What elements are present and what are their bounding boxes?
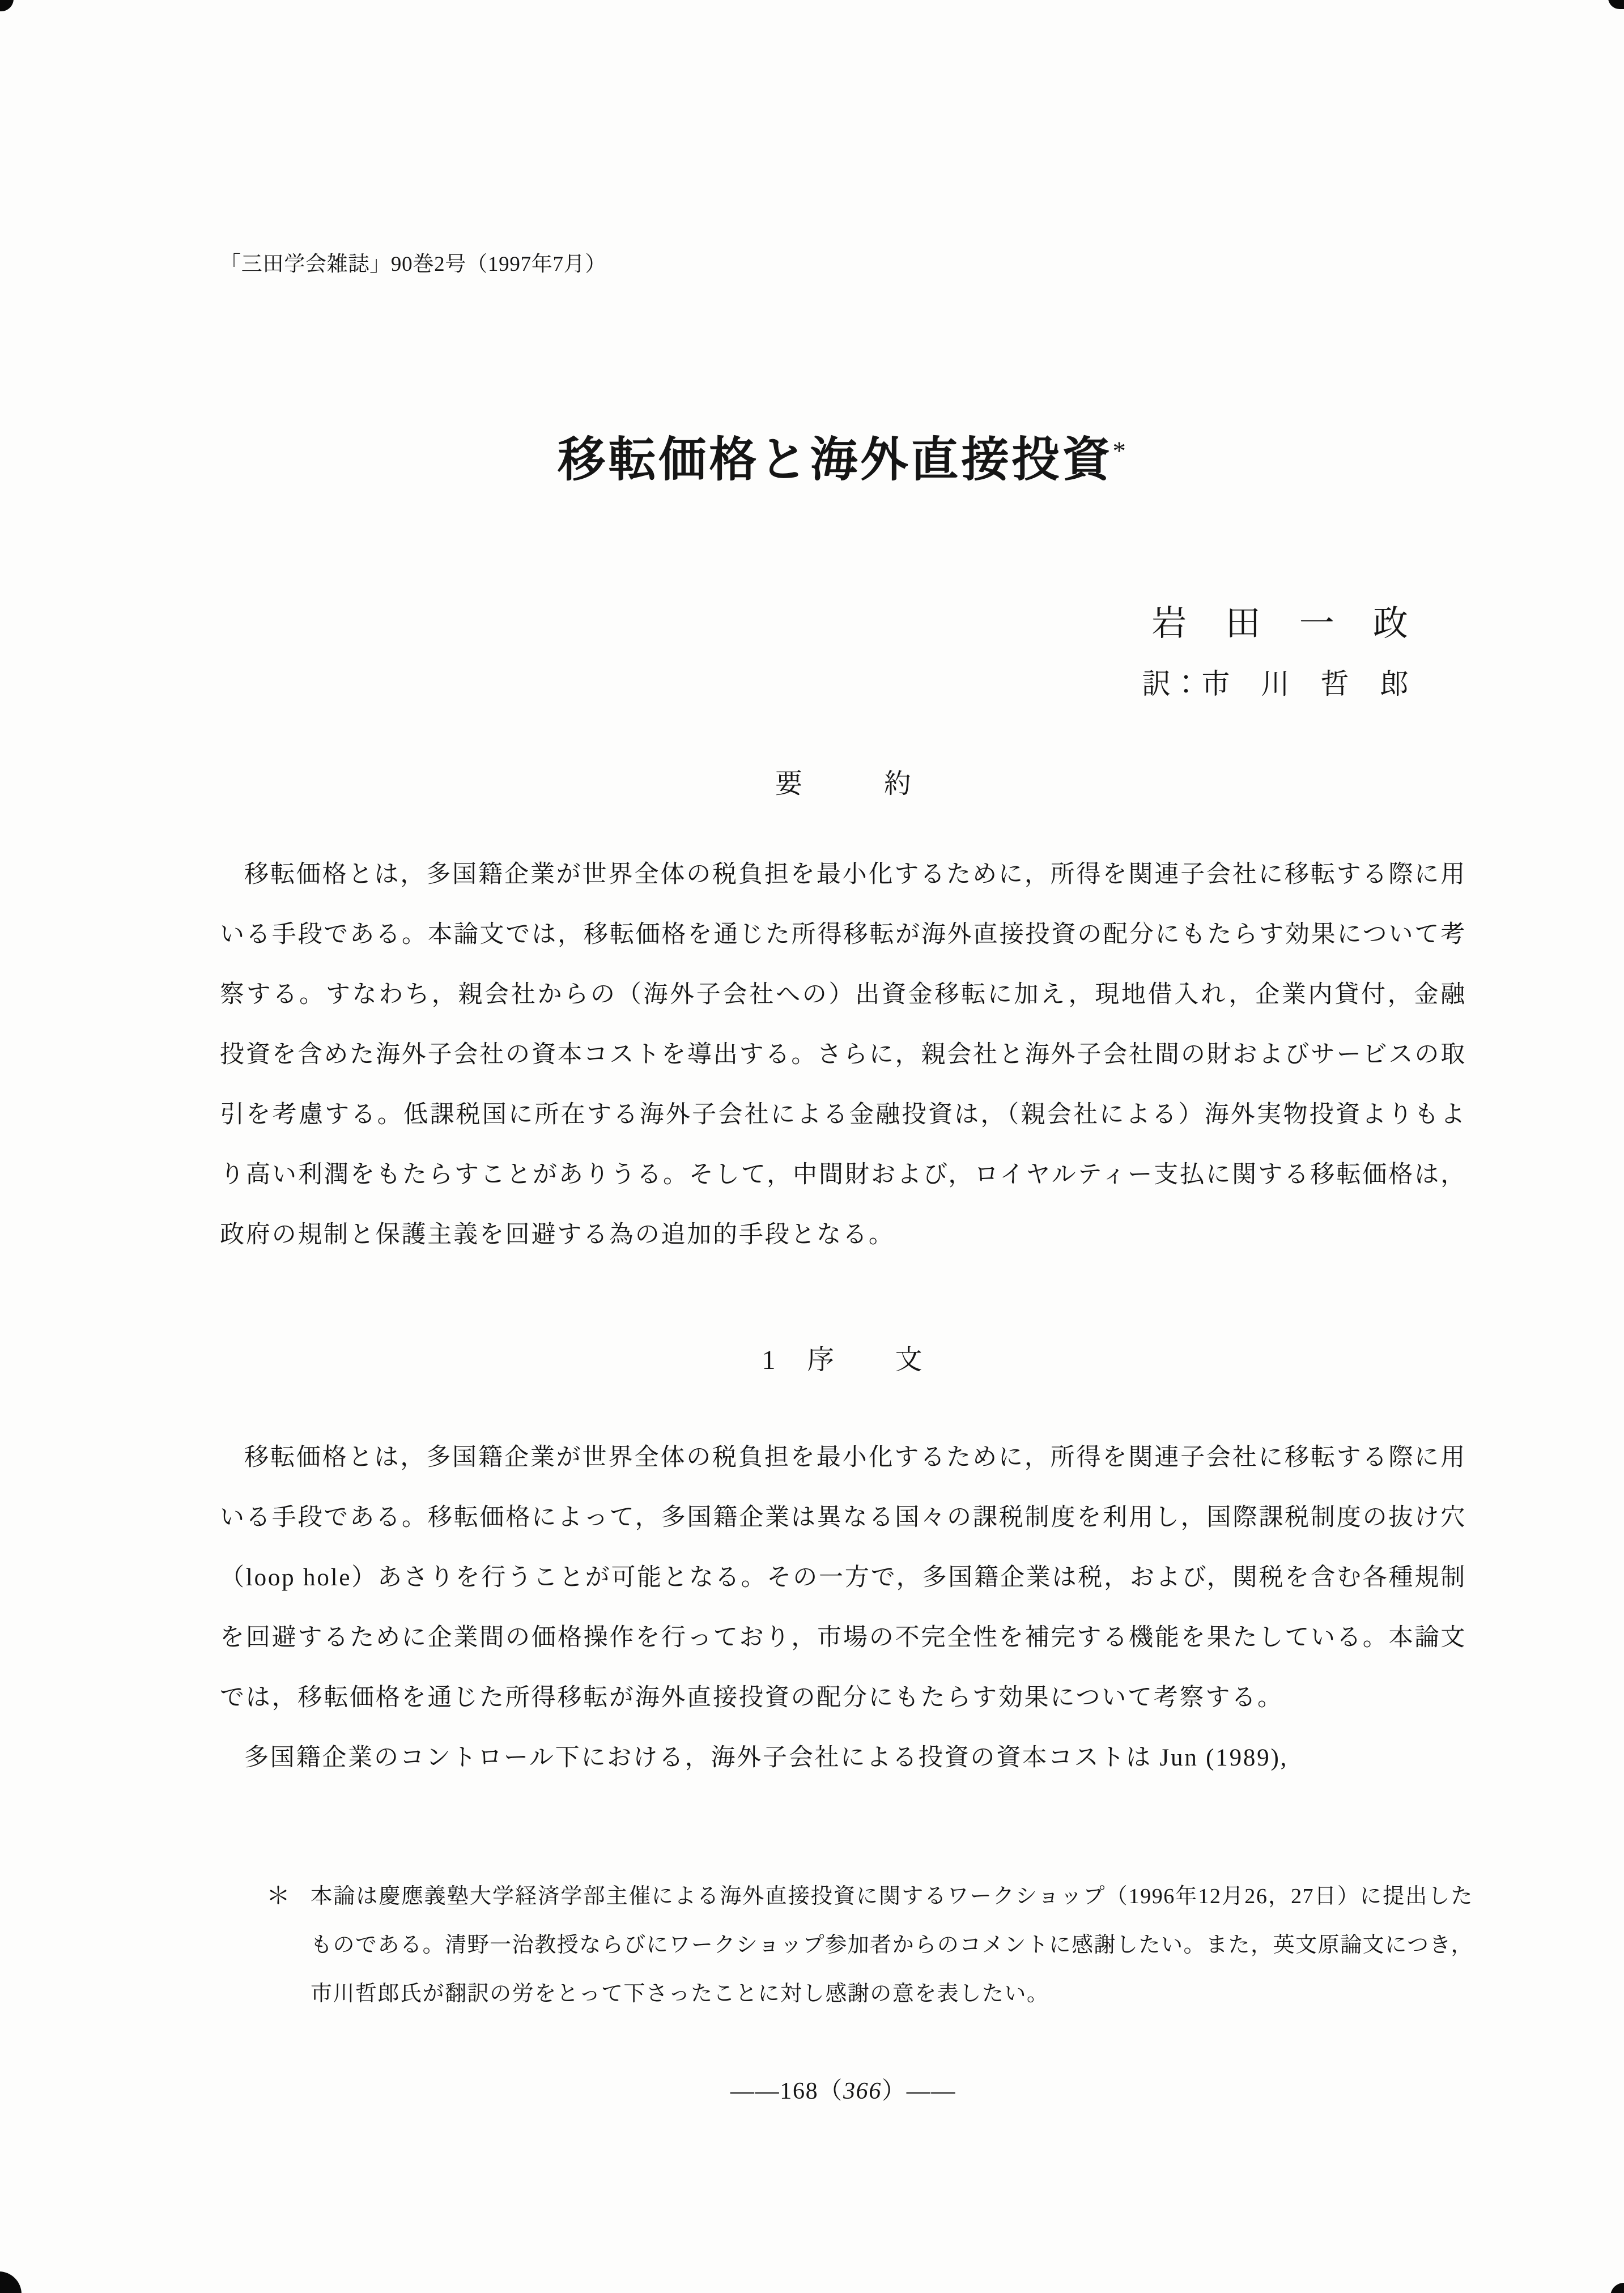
scan-artifact-bottom-right — [1610, 2283, 1624, 2293]
section-1-paragraph-2: 多国籍企業のコントロール下における，海外子会社による投資の資本コストは Jun (1989), — [244, 1745, 1289, 1771]
author-name: 岩 田 一 政 — [1151, 605, 1410, 643]
page-number — [220, 2072, 1466, 2106]
author-block — [220, 595, 1466, 702]
abstract-heading: 要 約 — [775, 769, 911, 799]
scan-artifact-top-left — [0, 0, 14, 11]
title-footnote-asterisk: * — [1112, 436, 1129, 465]
page-number-right: ）—— — [882, 2078, 956, 2104]
scan-artifact-bottom-left — [0, 2271, 22, 2293]
page-content — [220, 0, 1474, 2106]
journal-header: 「三田学会雑誌」90巻2号（1997年7月） — [220, 253, 607, 276]
footnote-block — [266, 1872, 1473, 2018]
section-1-heading: 1 序 文 — [762, 1345, 925, 1375]
abstract-paragraph: 移転価格とは，多国籍企業が世界全体の税負担を最小化するために，所得を関連子会社に移転する際に用いる手段である。本論文では，移転価格を通じた所得移転が海外直接投資の配分にもたらす効果について考察する。すなわち，親会社からの（海外子会社への）出資金移転に加え，現地借入れ，企業内貸付，金融投資を含めた海外子会社の資本コストを導出する。さらに，親会社と海外子会社間の財およびサービスの取引を考慮する。低課税国に所在する海外子会社による金融投資は，（親会社による）海外実物投資よりもより高い利潤をもたらすことがありうる。そして，中間財および，ロイヤルティー支払に関する移転価格は，政府の規制と保護主義を回避する為の追加的手段となる。 — [220, 861, 1466, 1248]
footnote-marker: ＊ — [266, 1883, 291, 1909]
scan-artifact-top-right — [1608, 0, 1624, 9]
page-number-left: ——168（ — [730, 2078, 843, 2104]
page-number-italic: 366 — [843, 2078, 882, 2104]
footnote-text: 本論は慶應義塾大学経済学部主催による海外直接投資に関するワークショップ（1996年12月26，27日）に提出したものである。清野一治教授ならびにワークショップ参加者からのコメントに感謝したい。また，英文原論文につき，市川哲郎氏が翻訳の労をとって下さったことに対し感謝の意を表したい。 — [311, 1884, 1474, 2006]
translator-name: 訳：市 川 哲 郎 — [1142, 668, 1410, 700]
paper-title — [220, 422, 1466, 490]
paper-title-text: 移転価格と海外直接投資 — [558, 434, 1113, 487]
section-1-paragraph-1: 移転価格とは，多国籍企業が世界全体の税負担を最小化するために，所得を関連子会社に移転する際に用いる手段である。移転価格によって，多国籍企業は異なる国々の課税制度を利用し，国際課税制度の抜け穴（loop hole）あさりを行うことが可能となる。その一方で，多国籍企業は税，および，関税を含む各種規制を回避するために企業間の価格操作を行っており，市場の不完全性を補完する機能を果たしている。本論文では，移転価格を通じた所得移転が海外直接投資の配分にもたらす効果について考察する。 — [220, 1444, 1466, 1711]
